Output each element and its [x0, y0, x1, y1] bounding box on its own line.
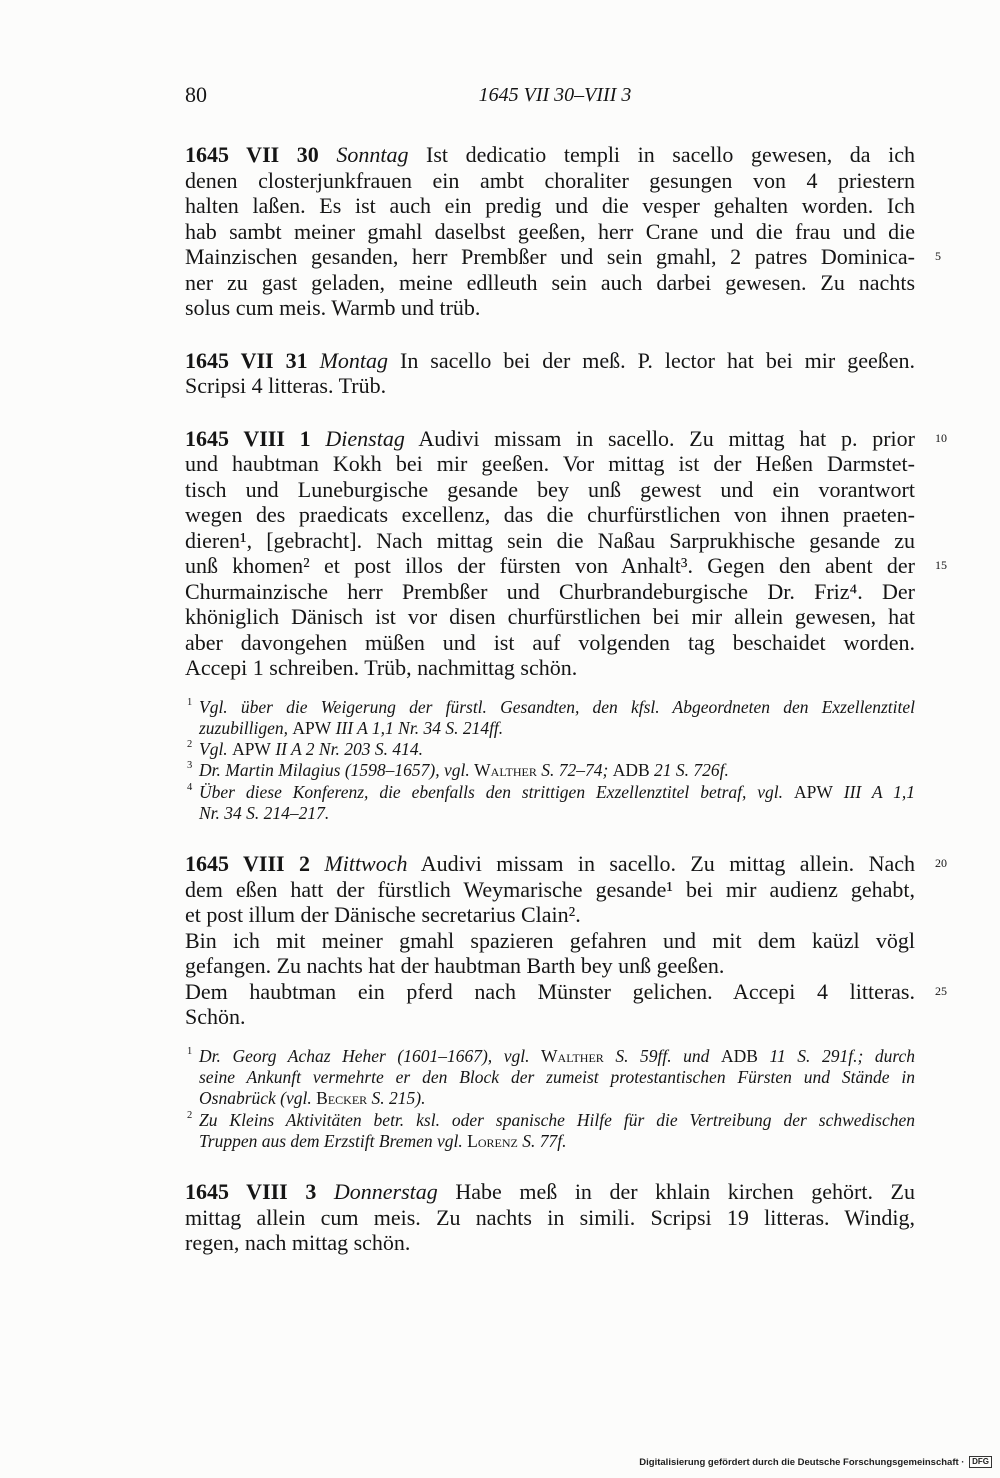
footnote [185, 739, 915, 760]
text-line [185, 851, 947, 877]
text-line [185, 877, 915, 903]
footnote-text: Nr. 34 S. 214–217. [199, 802, 330, 823]
text-line [185, 219, 915, 245]
entry-weekday: Mittwoch [324, 851, 408, 877]
text-column [185, 142, 947, 1256]
footnote-siglum: ADB [721, 1045, 758, 1066]
line-text: gefangen. Zu nachts hat der haubtman Barth bey unß geeßen. [185, 953, 725, 979]
text-line [185, 902, 915, 928]
footnote-siglum: APW [232, 739, 271, 760]
line-text: halten laßen. Es ist auch ein predig und die vesper gehalten worden. Ich [185, 193, 915, 218]
footnote-author-ref: Walther [474, 760, 537, 781]
text-line [185, 528, 915, 554]
entry-paragraph [185, 348, 915, 399]
footnote-author-ref: Lorenz [467, 1130, 518, 1151]
credit-text: Digitalisierung gefördert durch die Deutsche Forschungsgemeinschaft [639, 1457, 959, 1468]
footnote-line [185, 1110, 915, 1131]
entry-date: 1645 VIII 1 [185, 425, 311, 451]
entry-paragraph [185, 425, 947, 681]
line-text: solus cum meis. Warmb und trüb. [185, 295, 481, 320]
footnote-text: III A 1,1 Nr. 34 S. 214ff. [331, 717, 504, 738]
line-text: denen closterjunkfrauen ein ambt choraliter gesungen von 4 priestern [185, 167, 915, 193]
dfg-logo: DFG [969, 1456, 992, 1468]
footnote [185, 782, 915, 825]
line-text: Schön. [185, 1004, 246, 1030]
line-text: Audivi missam in sacello. Zu mittag allein. Nach [420, 851, 915, 877]
footnote-line [185, 1046, 915, 1067]
footnote [185, 1110, 915, 1153]
entry-date: 1645 VIII 3 [185, 1179, 317, 1205]
footnote-line [185, 782, 915, 803]
entry-paragraph [185, 978, 947, 1030]
footnote-text: zuzubilligen, [199, 717, 293, 738]
footnote-text: Vgl. über die Weigerung der fürstl. Gesandten, den kfsl. Abgeordneten den Exzellenztitel [199, 696, 915, 717]
text-line [185, 451, 915, 477]
text-line [185, 1230, 915, 1256]
line-text: hab sambt meiner gmahl daselbst geeßen, herr Crane und die frau und die [185, 218, 915, 244]
line-text: In sacello bei der meß. P. lector hat bei mir geeßen. [400, 347, 916, 373]
margin-line-number: 10 [935, 430, 947, 445]
entry-date: 1645 VII 30 [185, 142, 319, 167]
digitization-credit [639, 1456, 992, 1470]
line-text: regen, nach mittag schön. [185, 1230, 411, 1256]
footnote [185, 697, 915, 740]
margin-line-number: 20 [935, 856, 947, 871]
footnote-siglum: APW [292, 717, 332, 738]
line-text: Churmainzische herr Prembßer und Churbrandeburgische Dr. Friz⁴. Der [185, 578, 915, 604]
diary-entry [185, 1179, 915, 1256]
text-line [185, 244, 941, 270]
footnote-text: Dr. Martin Milagius (1598–1657), vgl. [199, 760, 475, 781]
line-text: Habe meß in der khlain kirchen gehört. Zu [455, 1179, 915, 1205]
footnote-text: 21 S. 726f. [649, 760, 729, 781]
footnote-line [185, 697, 915, 718]
text-line [185, 953, 915, 979]
footnote-line [185, 1088, 915, 1109]
line-text: khöniglich Dänisch ist vor disen churfürstlichen bei mir allein gewesen, hat [185, 604, 915, 629]
line-text: Accepi 1 schreiben. Trüb, nachmittag schön. [185, 655, 578, 680]
footnote-number: 1 [187, 696, 193, 708]
footnote-number: 2 [187, 739, 193, 751]
running-title: 1645 VII 30–VIII 3 [478, 84, 632, 106]
text-line [185, 193, 915, 219]
entry-weekday: Donnerstag [333, 1179, 438, 1205]
text-line [185, 1004, 915, 1030]
footnote-text: S. 72–74; [536, 760, 613, 781]
footnote-author-ref: Walther [541, 1045, 604, 1066]
text-line [185, 978, 947, 1005]
line-text: Mainzischen gesanden, herr Prembßer und sein gmahl, 2 patres Dominica- [185, 244, 915, 269]
footnote-text: Truppen aus dem Erzstift Bremen vgl. [199, 1130, 468, 1151]
footnote-text: S. 215). [367, 1088, 426, 1109]
footnote-text: Zu Kleins Aktivitäten betr. ksl. oder spanische Hilfe für die Vertreibung der schwedischen [199, 1109, 915, 1130]
page-header [185, 82, 915, 108]
text-line [185, 142, 915, 168]
footnote-text: S. 77f. [517, 1130, 567, 1151]
line-text: unß khomen² et post illos der fürsten von Anhalt³. Gegen den abent der [185, 553, 915, 578]
footnote [185, 1046, 915, 1110]
footnote-number: 2 [187, 1109, 193, 1121]
footnote-author-ref: Becker [316, 1088, 368, 1109]
text-line [185, 928, 915, 954]
text-line [185, 295, 915, 321]
entry-paragraph [185, 851, 947, 928]
line-text: dieren¹, [gebracht]. Nach mittag sein die Naßau Sarprukhische gesande zu [185, 527, 915, 553]
footnote-line [185, 739, 915, 760]
footnote-text: 11 S. 291f.; durch [757, 1045, 916, 1066]
footnote-text: Dr. Georg Achaz Heher (1601–1667), vgl. [199, 1045, 542, 1066]
footnote-number: 4 [187, 781, 193, 793]
entry-paragraph [185, 928, 915, 979]
line-text: aber davongehen müßen und ist auf volgenden tag beschaidet worden. [185, 629, 915, 655]
text-line [185, 373, 915, 399]
footnote-line [185, 803, 915, 824]
text-line [185, 1205, 915, 1231]
line-text: wegen des praedicats excellenz, das die churfürstlichen von ihnen praeten- [185, 502, 915, 527]
line-text: Dem haubtman ein pferd nach Münster gelichen. Accepi 4 litteras. [185, 978, 915, 1004]
margin-line-number: 5 [935, 249, 941, 263]
footnote-text: S. 59ff. und [603, 1045, 721, 1066]
footnote-number: 3 [187, 760, 193, 772]
footnote-text: Über diese Konferenz, die ebenfalls den strittigen Exzellenztitel betraf, vgl. [199, 781, 794, 802]
page-number: 80 [185, 82, 207, 107]
footnote-siglum: ADB [612, 760, 650, 781]
text-line [185, 579, 915, 605]
footnotes [185, 697, 915, 825]
text-line [185, 655, 915, 681]
entry-weekday: Sonntag [336, 142, 409, 167]
line-text: und haubtman Kokh bei mir geeßen. Vor mittag ist der Heßen Darmstet- [185, 451, 915, 476]
entry-paragraph [185, 142, 941, 321]
entry-weekday: Montag [319, 347, 389, 373]
footnote-text: III A 1,1 [832, 781, 915, 802]
credit-separator: · [961, 1457, 965, 1468]
footnote-text: seine Ankunft vermehrte er den Block der zumeist protestantischen Fürsten und Stände in [199, 1067, 915, 1088]
line-text: tisch und Luneburgische gesande bey unß gewest und ein vorantwort [185, 476, 915, 502]
footnote-line [185, 718, 915, 739]
entry-date: 1645 VIII 2 [185, 851, 310, 877]
diary-entry [185, 142, 941, 321]
line-text: dem eßen hatt der fürstlich Weymarische gesande¹ bei mir audienz gehabt, [185, 876, 915, 902]
text-line [185, 477, 915, 503]
footnote-line [185, 1131, 915, 1152]
entry-date: 1645 VII 31 [185, 347, 308, 373]
line-text: Ist dedicatio templi in sacello gewesen, da ich [426, 142, 915, 167]
text-line [185, 604, 915, 630]
line-text: Bin ich mit meiner gmahl spazieren gefahren und mit dem kaüzl vögl [185, 927, 915, 953]
margin-line-number: 25 [935, 983, 947, 998]
text-line [185, 502, 915, 528]
entry-paragraph [185, 1179, 915, 1256]
text-line [185, 270, 915, 296]
footnote-text: II A 2 Nr. 203 S. 414. [270, 739, 423, 760]
footnote-line [185, 760, 915, 781]
line-text: Audivi missam in sacello. Zu mittag hat p. prior [418, 425, 915, 451]
entry-weekday: Dienstag [325, 425, 405, 451]
footnote-text: Vgl. [199, 739, 233, 760]
diary-entry [185, 348, 915, 399]
footnote-text: Osnabrück (vgl. [199, 1088, 317, 1109]
line-text: Scripsi 4 litteras. Trüb. [185, 373, 387, 398]
text-line [185, 168, 915, 194]
text-line [185, 553, 947, 579]
text-line [185, 1179, 915, 1205]
line-text: et post illum der Dänische secretarius Clain². [185, 902, 581, 928]
margin-line-number: 15 [935, 558, 947, 572]
footnotes [185, 1046, 915, 1152]
text-line [185, 348, 915, 374]
line-text: mittag allein cum meis. Zu nachts in simili. Scripsi 19 litteras. Windig, [185, 1204, 915, 1230]
diary-entry [185, 851, 947, 1030]
footnote-number: 1 [187, 1045, 193, 1057]
text-line [185, 630, 915, 656]
diary-entry [185, 425, 947, 681]
footnote-line [185, 1067, 915, 1088]
footnote-siglum: APW [793, 781, 833, 802]
text-line [185, 425, 947, 452]
footnote [185, 760, 915, 781]
line-text: ner zu gast geladen, meine edlleuth sein auch darbei gewesen. Zu nachts [185, 269, 915, 295]
